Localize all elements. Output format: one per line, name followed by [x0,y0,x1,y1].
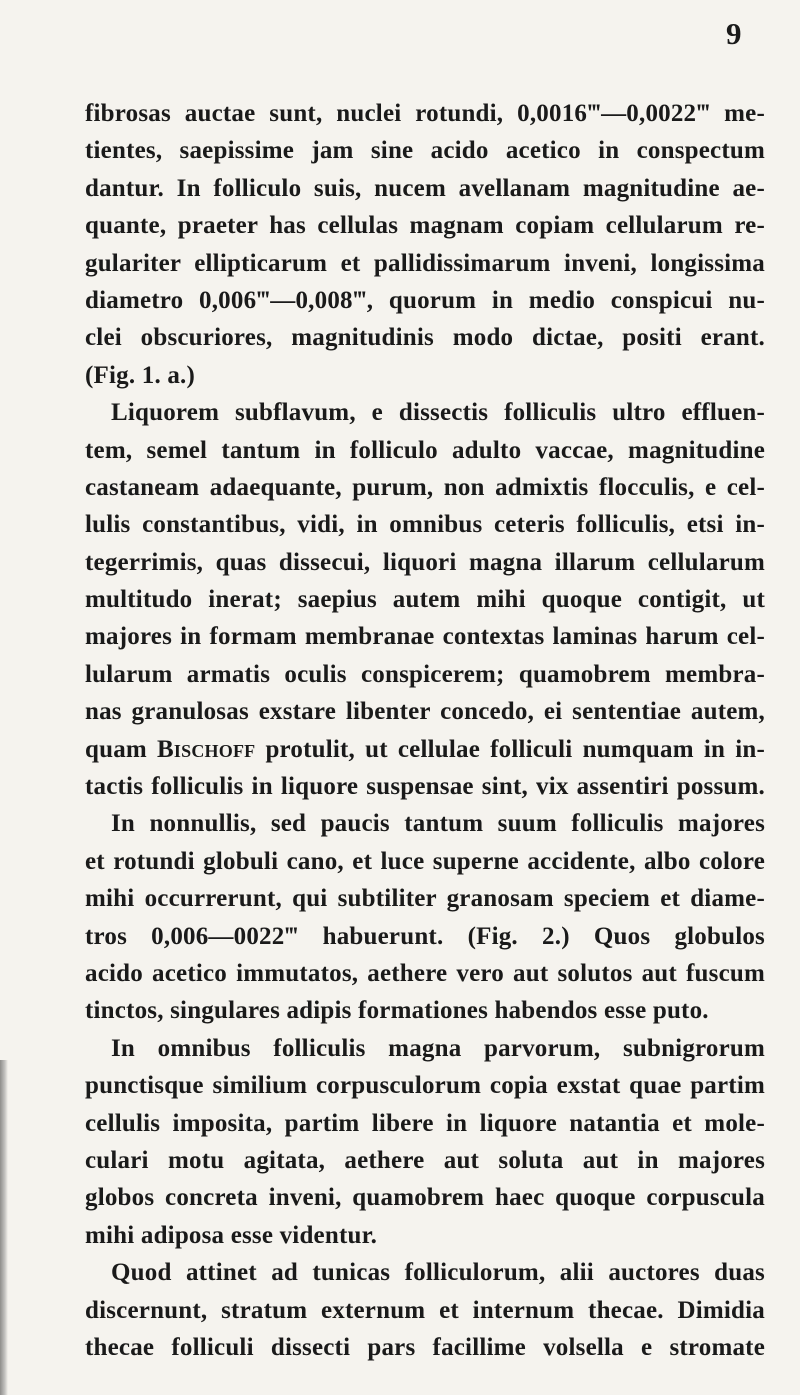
text-line: gulariter ellipticarum et pallidissimarum inveni, longissima [85,249,765,277]
page-number: 9 [726,16,742,51]
text-line: lulis constantibus, vidi, in omnibus ceteris folliculis, etsi in- [85,511,765,539]
text-line: tinctos, singulares adipis formationes habendos esse puto. [85,997,709,1025]
text-line: culari motu agitata, aethere aut soluta aut in majores [85,1146,765,1174]
text-line: punctisque similium corpusculorum copia exstat quae partim [85,1072,765,1100]
text-line: tientes, saepissime jam sine acido acetico in conspectum [85,137,765,165]
body-text [85,95,765,1366]
text-line: quante, praeter has cellulas magnam copiam cellularum re- [85,212,765,240]
paragraph-start-line: Liquorem subflavum, e dissectis folliculis ultro effluen- [111,399,765,427]
text-line: acido acetico immutatos, aethere vero aut solutos aut fuscum [85,959,765,987]
page-edge-shadow [0,1060,8,1395]
text-line: mihi occurrerunt, qui subtiliter granosam speciem et diame- [85,885,765,913]
text-line: nas granulosas exstare libenter concedo, ei sententiae autem, [85,698,765,726]
text-line: quam Bischoff protulit, ut cellulae folliculi numquam in in- [85,735,765,763]
paragraph-start-line: In nonnullis, sed paucis tantum suum folliculis majores [111,810,765,838]
text-line: cellulis imposita, partim libere in liquore natantia et mole- [85,1109,765,1137]
text-line: multitudo inerat; saepius autem mihi quoque contigit, ut [85,586,765,614]
paragraph-start-line: In omnibus folliculis magna parvorum, subnigrorum [111,1034,765,1062]
text-line: castaneam adaequante, purum, non admixtis flocculis, e cel- [85,473,765,501]
text-line: diametro 0,006‴—0,008‴, quorum in medio conspicui nu- [85,286,765,314]
text-line: tegerrimis, quas dissecui, liquori magna illarum cellularum [85,548,765,576]
author-name: Bischoff [157,735,256,763]
text-line: tros 0,006—0022‴ habuerunt. (Fig. 2.) Quos globulos [85,922,765,950]
text-line: mihi adiposa esse videntur. [85,1221,378,1249]
text-line: thecae folliculi dissecti pars facillime volsella e stromate [85,1333,765,1361]
text-line: et rotundi globuli cano, et luce superne accidente, albo colore [85,847,765,875]
text-line: fibrosas auctae sunt, nuclei rotundi, 0,0016‴—0,0022‴ me- [85,100,765,127]
text-line: tem, semel tantum in folliculo adulto vaccae, magnitudine [85,436,765,464]
text-line: (Fig. 1. a.) [85,361,196,389]
text-line: majores in formam membranae contextas laminas harum cel- [85,623,765,651]
paragraph-start-line: Quod attinet ad tunicas folliculorum, alii auctores duas [111,1259,765,1287]
text-line: clei obscuriores, magnitudinis modo dictae, positi erant. [85,324,765,352]
text-line: globos concreta inveni, quamobrem haec quoque corpuscula [85,1184,765,1212]
text-line: discernunt, stratum externum et internum thecae. Dimidia [85,1296,765,1324]
text-line: dantur. In folliculo suis, nucem avellanam magnitudine ae- [85,174,765,202]
text-line: tactis folliculis in liquore suspensae sint, vix assentiri possum. [85,773,765,801]
text-line: lularum armatis oculis conspicerem; quamobrem membra- [85,660,765,688]
